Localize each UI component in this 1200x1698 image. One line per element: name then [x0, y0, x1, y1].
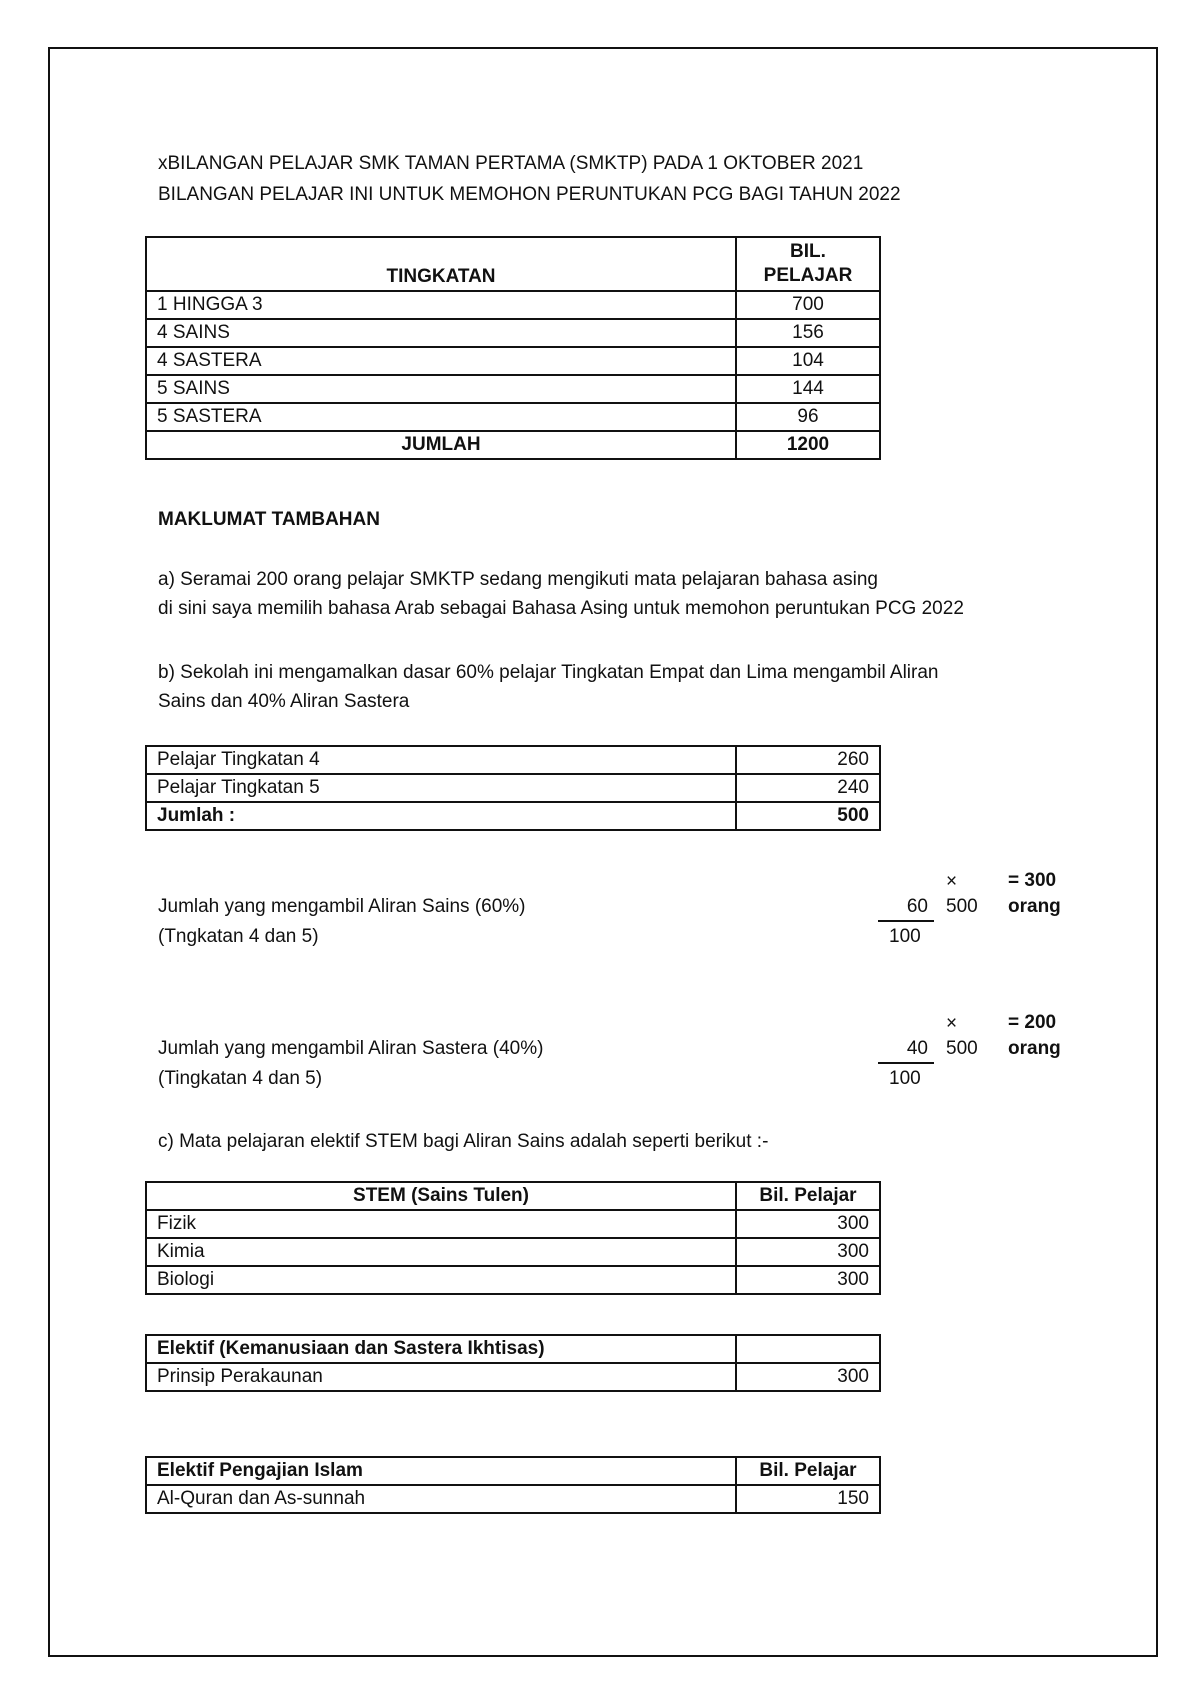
- form-4-5-table: [145, 745, 881, 831]
- table-row: [146, 319, 880, 347]
- table-row: [146, 1485, 880, 1513]
- row-value: 96: [736, 403, 880, 431]
- stem-table: [145, 1181, 881, 1295]
- row-label: 4 SASTERA: [146, 347, 736, 375]
- row-label: Pelajar Tingkatan 5: [146, 774, 736, 802]
- table-row: [146, 403, 880, 431]
- table-header-row: [146, 1335, 880, 1363]
- row-value: 144: [736, 375, 880, 403]
- row-label: 5 SASTERA: [146, 403, 736, 431]
- note-c: c) Mata pelajaran elektif STEM bagi Aliran Sains adalah seperti berikut :-: [158, 1131, 769, 1152]
- table-row: [146, 774, 880, 802]
- row-label: Pelajar Tingkatan 4: [146, 746, 736, 774]
- note-b-line-2: Sains dan 40% Aliran Sastera: [158, 691, 410, 712]
- header-bil: BIL.: [790, 241, 826, 262]
- calc-sastera-numerator: 40: [906, 1038, 928, 1059]
- table-total-row: [146, 802, 880, 830]
- total-label: JUMLAH: [146, 431, 736, 459]
- calc-sastera-label-1: Jumlah yang mengambil Aliran Sastera (40%): [158, 1038, 544, 1059]
- row-value: 260: [736, 746, 880, 774]
- calc-sains-numerator: 60: [906, 896, 928, 917]
- row-value: 300: [736, 1363, 880, 1391]
- elektif-kemanusiaan-table: [145, 1334, 881, 1392]
- table-row: [146, 1210, 880, 1238]
- table-header-row: [146, 237, 880, 291]
- calc-sastera-result-2: orang: [1008, 1038, 1061, 1059]
- row-label: Fizik: [146, 1210, 736, 1238]
- row-value: 300: [736, 1210, 880, 1238]
- header-tingkatan: TINGKATAN: [146, 237, 736, 291]
- row-value: 300: [736, 1238, 880, 1266]
- row-value: 240: [736, 774, 880, 802]
- calc-sains-multiplier: 500: [946, 896, 978, 917]
- header-stem: STEM (Sains Tulen): [146, 1182, 736, 1210]
- student-count-table: [145, 236, 881, 460]
- note-a-line-2: di sini saya memilih bahasa Arab sebagai Bahasa Asing untuk memohon peruntukan PCG 2022: [158, 598, 964, 619]
- header-pelajar: PELAJAR: [763, 265, 853, 286]
- row-label: 5 SAINS: [146, 375, 736, 403]
- table-row: [146, 1266, 880, 1294]
- total-value: 1200: [736, 431, 880, 459]
- header-empty: [736, 1335, 880, 1363]
- header-bil-pelajar: Bil. Pelajar: [736, 1457, 880, 1485]
- table-row: [146, 375, 880, 403]
- table-row: [146, 347, 880, 375]
- row-value: 156: [736, 319, 880, 347]
- calc-sains-result-1: = 300: [1008, 870, 1057, 891]
- row-value: 104: [736, 347, 880, 375]
- table-row: [146, 291, 880, 319]
- elektif-pengajian-islam-table: [145, 1456, 881, 1514]
- row-value: 150: [736, 1485, 880, 1513]
- calc-sastera-result-1: = 200: [1008, 1012, 1057, 1033]
- table-row: [146, 1363, 880, 1391]
- row-label: Prinsip Perakaunan: [146, 1363, 736, 1391]
- header-elektif: Elektif (Kemanusiaan dan Sastera Ikhtisas): [146, 1335, 736, 1363]
- calc-sastera-multiplier: 500: [946, 1038, 978, 1059]
- table-row: [146, 746, 880, 774]
- calc-sains-label-2: (Tngkatan 4 dan 5): [158, 926, 319, 947]
- total-value: 500: [736, 802, 880, 830]
- fraction-bar: [878, 920, 934, 922]
- fraction-bar: [878, 1062, 934, 1064]
- calc-sains-denominator: 100: [889, 926, 921, 947]
- total-label: Jumlah :: [146, 802, 736, 830]
- note-a-line-1: a) Seramai 200 orang pelajar SMKTP sedang mengikuti mata pelajaran bahasa asing: [158, 569, 878, 590]
- heading-line-1: xBILANGAN PELAJAR SMK TAMAN PERTAMA (SMKTP) PADA 1 OKTOBER 2021: [158, 153, 864, 174]
- heading-line-2: BILANGAN PELAJAR INI UNTUK MEMOHON PERUNTUKAN PCG BAGI TAHUN 2022: [158, 184, 901, 205]
- header-bil-pelajar: [736, 237, 880, 291]
- row-label: 1 HINGGA 3: [146, 291, 736, 319]
- row-value: 700: [736, 291, 880, 319]
- table-total-row: [146, 431, 880, 459]
- table-row: [146, 1238, 880, 1266]
- note-b-line-1: b) Sekolah ini mengamalkan dasar 60% pelajar Tingkatan Empat dan Lima mengambil Aliran: [158, 662, 939, 683]
- row-label: 4 SAINS: [146, 319, 736, 347]
- row-label: Biologi: [146, 1266, 736, 1294]
- times-symbol: ×: [946, 1013, 958, 1034]
- table-header-row: [146, 1182, 880, 1210]
- header-pengajian-islam: Elektif Pengajian Islam: [146, 1457, 736, 1485]
- row-label: Al-Quran dan As-sunnah: [146, 1485, 736, 1513]
- calc-sastera-denominator: 100: [889, 1068, 921, 1089]
- times-symbol: ×: [946, 871, 958, 892]
- row-value: 300: [736, 1266, 880, 1294]
- section-title: MAKLUMAT TAMBAHAN: [158, 509, 380, 530]
- table-header-row: [146, 1457, 880, 1485]
- calc-sains-result-2: orang: [1008, 896, 1061, 917]
- calc-sains-label-1: Jumlah yang mengambil Aliran Sains (60%): [158, 896, 526, 917]
- calc-sastera-label-2: (Tingkatan 4 dan 5): [158, 1068, 323, 1089]
- header-bil-pelajar: Bil. Pelajar: [736, 1182, 880, 1210]
- row-label: Kimia: [146, 1238, 736, 1266]
